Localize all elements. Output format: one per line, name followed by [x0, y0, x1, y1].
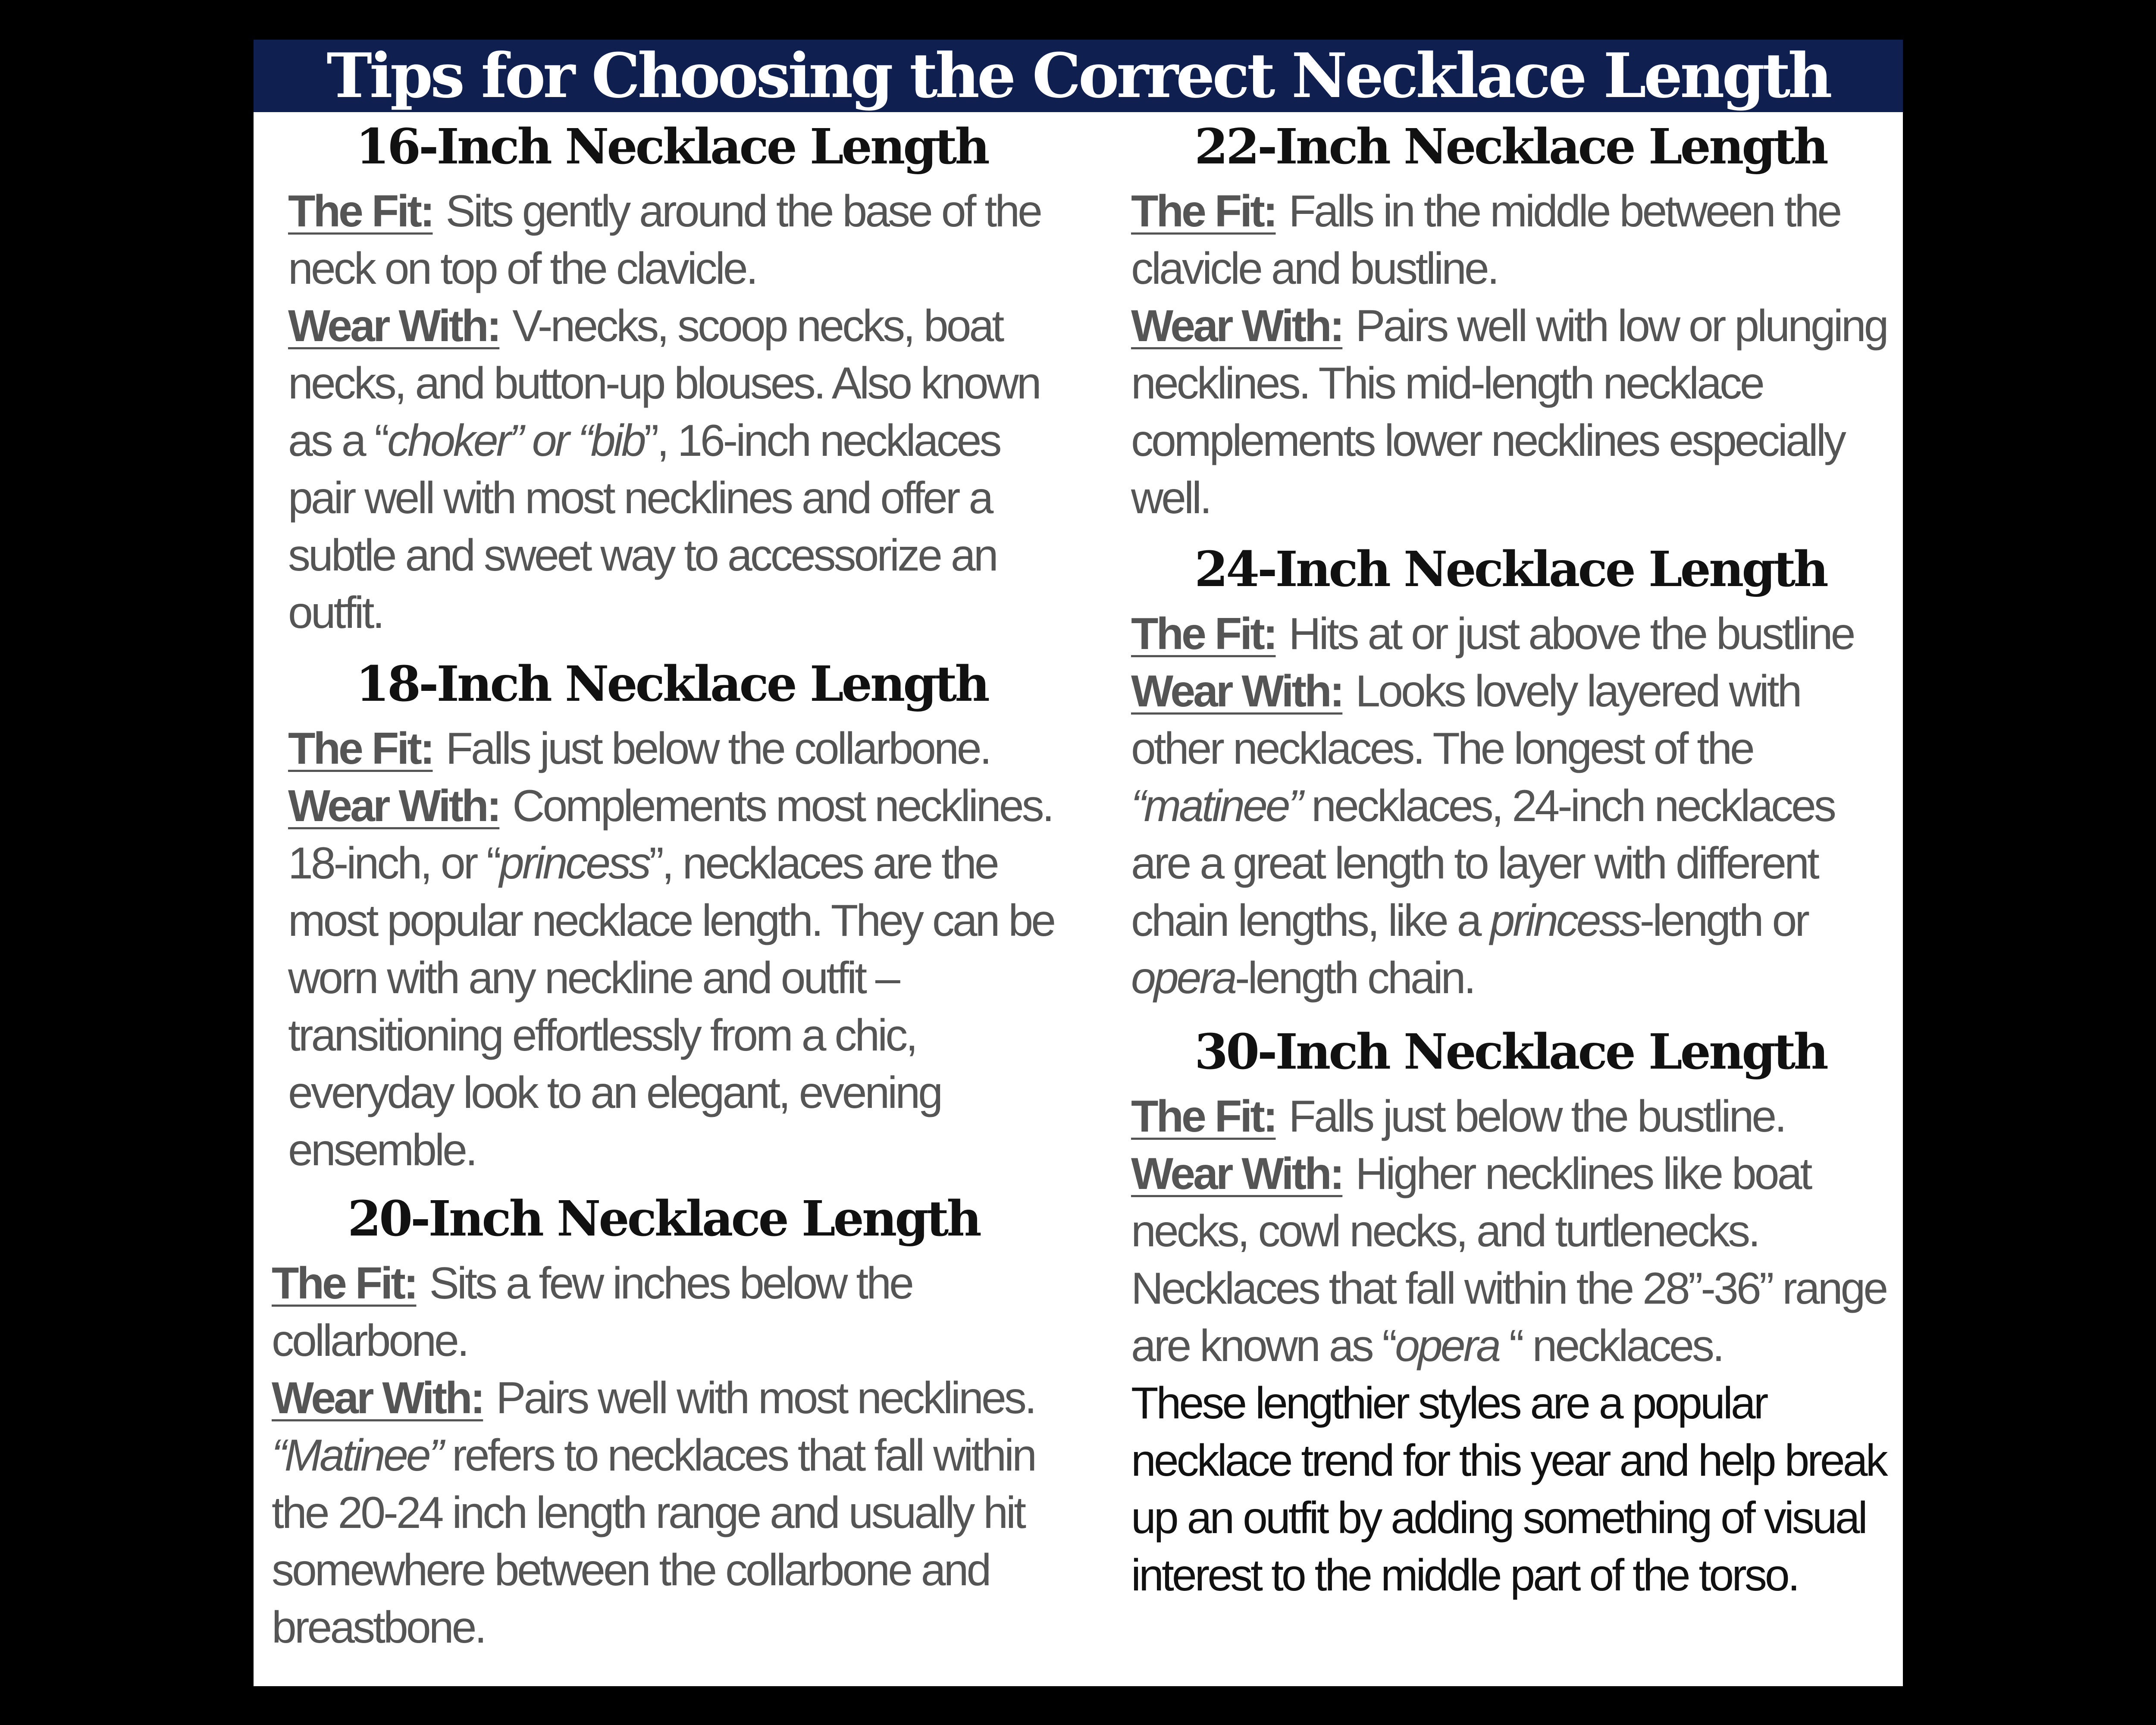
wear-paragraph: [272, 1370, 1056, 1656]
fit-label: The Fit:: [1131, 1091, 1276, 1142]
wear-text: Higher necklines like boat necks, cowl necks, and turtlenecks. Necklaces that fall within the 28”-36” range are known as “: [1131, 1149, 1887, 1371]
wear-text-continued: ”, 16-inch necklaces pair well with most necklines and offer a subtle and sweet way to accessorize an outfit.: [288, 416, 1000, 638]
wear-text-continued: ”, necklaces are the most popular necklace length. They can be worn with any neckline and outfit – transitioning effortlessly from a chic, everyday look to an elegant, evening ensemble.: [288, 838, 1054, 1175]
wear-label: Wear With:: [272, 1373, 483, 1423]
section-heading: 20-Inch Necklace Length: [348, 1191, 980, 1247]
section-24-inch: [1131, 540, 1890, 1007]
fit-text: Sits a few inches below the collarbone.: [272, 1258, 912, 1366]
wear-text: Pairs well with most necklines.: [496, 1373, 1035, 1423]
fit-text: Hits at or just above the bustline: [1288, 609, 1854, 659]
wear-paragraph: [1131, 298, 1890, 527]
wear-text-continued: refers to necklaces that fall within the 20-24 inch length range and usually hit somewhere between the collarbone and breastbone.: [272, 1430, 1035, 1653]
wear-text: Complements most necklines. 18-inch, or “: [288, 781, 1053, 888]
section-heading: 16-Inch Necklace Length: [356, 119, 988, 175]
fit-paragraph: [288, 720, 1056, 778]
left-column: [272, 117, 1056, 1656]
wear-text-italic-princess: princess: [1490, 896, 1640, 946]
section-30-inch: [1131, 1022, 1890, 1604]
wear-text-italic: opera: [1395, 1321, 1499, 1371]
right-column: [1131, 117, 1890, 1604]
wear-paragraph: [288, 298, 1056, 642]
fit-label: The Fit:: [288, 724, 433, 774]
wear-text-continued-3: -length chain.: [1235, 953, 1474, 1003]
wear-text-italic: “matinee”: [1131, 781, 1301, 831]
wear-text-italic: choker” or “bib: [387, 416, 644, 466]
wear-text-italic: princess: [499, 838, 649, 888]
wear-label: Wear With:: [1131, 301, 1343, 351]
wear-text-continued: necklaces, 24-inch necklaces are a great length to layer with different chain lengths, like a: [1131, 781, 1834, 946]
wear-text-continued-2: -length or: [1639, 896, 1808, 946]
section-22-inch: [1131, 117, 1890, 527]
wear-text-italic-opera: opera: [1131, 953, 1235, 1003]
fit-label: The Fit:: [272, 1258, 417, 1308]
section-20-inch: [272, 1189, 1056, 1656]
wear-label: Wear With:: [288, 301, 500, 351]
section-heading: 18-Inch Necklace Length: [356, 656, 988, 712]
fit-paragraph: [1131, 1088, 1890, 1145]
fit-text: Falls just below the bustline.: [1288, 1091, 1785, 1142]
section-18-inch: [288, 655, 1056, 1179]
wear-text-continued: “ necklaces.: [1499, 1321, 1723, 1371]
section-16-inch: [288, 117, 1056, 642]
wear-label: Wear With:: [1131, 1149, 1343, 1199]
wear-paragraph: [1131, 663, 1890, 1007]
fit-paragraph: [272, 1255, 1056, 1370]
section-heading: 24-Inch Necklace Length: [1194, 541, 1827, 598]
page-title: Tips for Choosing the Correct Necklace Length: [254, 40, 1903, 112]
wear-text: Pairs well with low or plunging necklines. This mid-length necklace complements lower necklines especially well.: [1131, 301, 1887, 523]
section-heading: 22-Inch Necklace Length: [1194, 119, 1827, 175]
fit-paragraph: [1131, 605, 1890, 663]
wear-paragraph: [1131, 1145, 1890, 1375]
wear-text: V-necks, scoop necks, boat necks, and button-up blouses. Also known as a “: [288, 301, 1040, 466]
fit-label: The Fit:: [288, 186, 433, 236]
fit-text: Falls just below the collarbone.: [445, 724, 990, 774]
wear-text-italic: “Matinee”: [272, 1430, 442, 1480]
wear-label: Wear With:: [1131, 666, 1343, 716]
fit-paragraph: [288, 183, 1056, 298]
fit-text: Sits gently around the base of the neck on top of the clavicle.: [288, 186, 1040, 294]
fit-paragraph: [1131, 183, 1890, 298]
fit-text: Falls in the middle between the clavicle and bustline.: [1131, 186, 1840, 294]
infographic-panel: [254, 40, 1903, 1686]
wear-label: Wear With:: [288, 781, 500, 831]
fit-label: The Fit:: [1131, 186, 1276, 236]
trend-paragraph: These lengthier styles are a popular necklace trend for this year and help break up an outfit by adding something of visual interest to the middle part of the torso.: [1131, 1378, 1886, 1600]
wear-text: Looks lovely layered with other necklaces. The longest of the: [1131, 666, 1800, 774]
wear-paragraph: [288, 778, 1056, 1179]
section-heading: 30-Inch Necklace Length: [1194, 1024, 1827, 1080]
fit-label: The Fit:: [1131, 609, 1276, 659]
